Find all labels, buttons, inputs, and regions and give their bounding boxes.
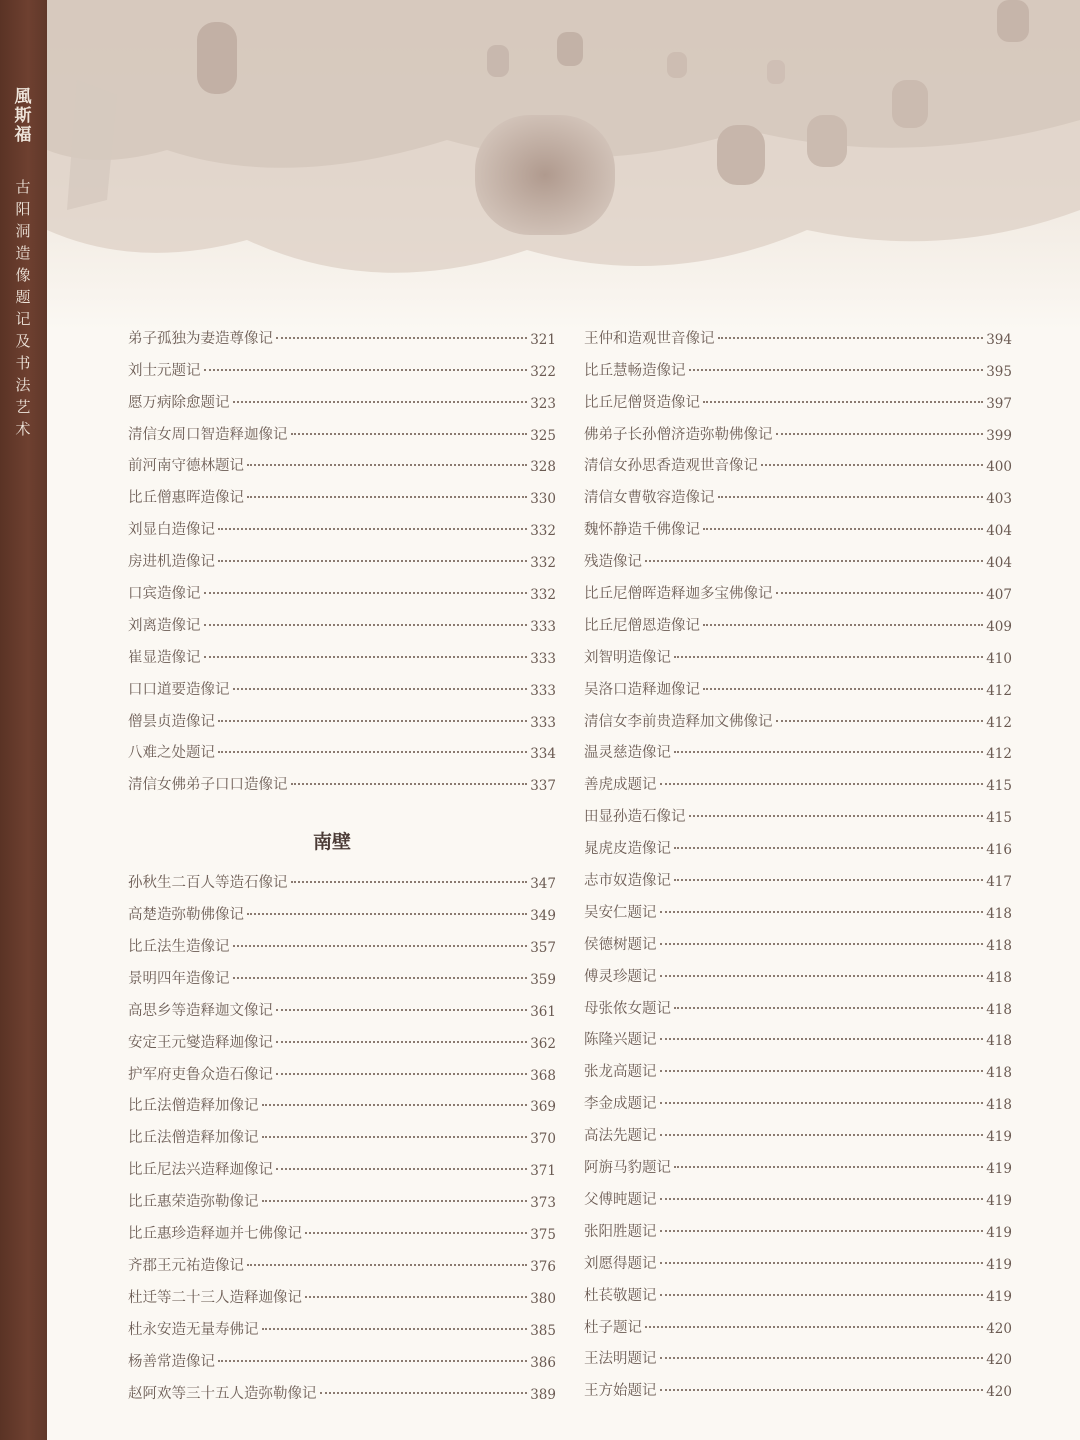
- dot-leader: [703, 623, 983, 626]
- seal-stamp: 風 斯 福: [14, 87, 32, 145]
- toc-entry: [128, 1243, 556, 1275]
- toc-entry-title: 愿万病除愈题记: [128, 394, 230, 411]
- toc-entry: [584, 826, 1012, 858]
- toc-entry-page: 399: [986, 427, 1012, 444]
- toc-entry-title: 高法先题记: [584, 1128, 657, 1145]
- dot-leader: [276, 1008, 527, 1011]
- dot-leader: [247, 1263, 527, 1266]
- toc-entry: [584, 348, 1012, 380]
- toc-entry-title: 清信女孙思香造观世音像记: [584, 458, 758, 475]
- dot-leader: [703, 527, 983, 530]
- series-title: 古 阳 洞 造 像 题 记 及 书 法 艺 术: [15, 178, 31, 438]
- toc-entry-title: 清信女佛弟子口口造像记: [128, 777, 288, 794]
- toc-entry-page: 386: [530, 1354, 556, 1371]
- toc-entry-page: 404: [986, 523, 1012, 540]
- toc-entry-page: 333: [530, 682, 556, 699]
- toc-entry: [584, 412, 1012, 444]
- toc-entry-title: 僧昙贞造像记: [128, 713, 215, 730]
- dot-leader: [204, 623, 528, 626]
- toc-entry-title: 比丘慧畅造像记: [584, 362, 686, 379]
- dot-leader: [233, 687, 528, 690]
- toc-entry-page: 412: [986, 682, 1012, 699]
- toc-entry-page: 415: [986, 810, 1012, 827]
- toc-entry: [584, 1305, 1012, 1337]
- toc-entry-page: 375: [530, 1227, 556, 1244]
- toc-entry-page: 418: [986, 1001, 1012, 1018]
- dot-leader: [291, 880, 528, 883]
- dot-leader: [645, 1325, 983, 1328]
- toc-entry-page: 419: [986, 1256, 1012, 1273]
- toc-entry: [128, 988, 556, 1020]
- toc-entry-page: 418: [986, 1065, 1012, 1082]
- dot-leader: [233, 976, 528, 979]
- toc-entry-title: 刘显白造像记: [128, 522, 215, 539]
- dot-leader: [204, 368, 528, 371]
- toc-entry: [584, 475, 1012, 507]
- dot-leader: [674, 1165, 983, 1168]
- toc-entry-title: 比丘尼僧晖造释迦多宝佛像记: [584, 586, 773, 603]
- toc-entry: [584, 507, 1012, 539]
- toc-entry: [584, 922, 1012, 954]
- toc-entry-page: 357: [530, 940, 556, 957]
- toc-entry: [584, 1241, 1012, 1273]
- toc-entry-title: 杜永安造无量寿佛记: [128, 1321, 259, 1338]
- toc-entry-title: 前河南守德林题记: [128, 458, 244, 475]
- toc-entry-page: 334: [530, 746, 556, 763]
- toc-entry-page: 419: [986, 1192, 1012, 1209]
- toc-entry: [128, 1147, 556, 1179]
- toc-entry-title: 清信女李前贵造释加文佛像记: [584, 713, 773, 730]
- toc-entry: [584, 858, 1012, 890]
- toc-entry-page: 333: [530, 618, 556, 635]
- toc-entry-page: 394: [986, 331, 1012, 348]
- toc-entry-page: 328: [530, 459, 556, 476]
- toc-entry: [584, 986, 1012, 1018]
- toc-entry-title: 阿旃马豹题记: [584, 1160, 671, 1177]
- toc-entry-title: 比丘法僧造释加像记: [128, 1130, 259, 1147]
- dot-leader: [660, 782, 984, 785]
- dot-leader: [703, 687, 983, 690]
- toc-entry-title: 杜迁等二十三人造释迦像记: [128, 1289, 302, 1306]
- toc-entry-title: 刘离造像记: [128, 617, 201, 634]
- toc-entry: [584, 1145, 1012, 1177]
- dot-leader: [718, 336, 984, 339]
- toc-entry: [128, 762, 556, 794]
- dot-leader: [660, 974, 984, 977]
- toc-entry: [128, 1339, 556, 1371]
- toc-entry: [584, 890, 1012, 922]
- toc-entry: [128, 1307, 556, 1339]
- section-heading-south-wall: 南壁: [312, 831, 351, 854]
- toc-entry: [128, 956, 556, 988]
- toc-entry: [128, 1371, 556, 1403]
- dot-leader: [218, 559, 527, 562]
- dot-leader: [218, 527, 527, 530]
- toc-entry: [128, 1020, 556, 1052]
- toc-entry-title: 善虎成题记: [584, 777, 657, 794]
- dot-leader: [262, 1135, 528, 1138]
- toc-entry: [584, 667, 1012, 699]
- toc-entry-title: 齐郡王元祐造像记: [128, 1257, 244, 1274]
- toc-entry: [584, 699, 1012, 731]
- dot-leader: [674, 846, 983, 849]
- toc-entry-page: 332: [530, 587, 556, 604]
- toc-entry-title: 傅灵珍题记: [584, 968, 657, 985]
- dot-leader: [305, 1231, 527, 1234]
- toc-entry: [584, 444, 1012, 476]
- toc-entry-page: 407: [986, 587, 1012, 604]
- toc-entry-page: 420: [986, 1352, 1012, 1369]
- toc-entry: [128, 444, 556, 476]
- toc-entry-page: 325: [530, 427, 556, 444]
- toc-entry-page: 395: [986, 363, 1012, 380]
- toc-entry: [128, 1275, 556, 1307]
- dot-leader: [276, 1167, 527, 1170]
- grotto-illustration: [47, 0, 1080, 330]
- toc-entry: [584, 380, 1012, 412]
- dot-leader: [718, 495, 984, 498]
- toc-entry-title: 赵阿欢等三十五人造弥勒像记: [128, 1385, 317, 1402]
- toc-entry-page: 321: [530, 331, 556, 348]
- toc-entry-title: 口口道要造像记: [128, 681, 230, 698]
- toc-entry-title: 比丘尼僧贤造像记: [584, 394, 700, 411]
- toc-entry-page: 419: [986, 1224, 1012, 1241]
- toc-entry-title: 高思乡等造释迦文像记: [128, 1002, 273, 1019]
- toc-entry-title: 刘士元题记: [128, 362, 201, 379]
- toc-entry-page: 419: [986, 1161, 1012, 1178]
- toc-entry-page: 400: [986, 459, 1012, 476]
- toc-entry-title: 口宾造像记: [128, 586, 201, 603]
- dot-leader: [204, 655, 528, 658]
- toc-entry-page: 380: [530, 1290, 556, 1307]
- dot-leader: [689, 814, 984, 817]
- toc-entry-title: 崔显造像记: [128, 649, 201, 666]
- toc-entry: [128, 924, 556, 956]
- toc-entry-title: 比丘惠珍造释迦并七佛像记: [128, 1226, 302, 1243]
- toc-entry-title: 孙秋生二百人等造石像记: [128, 875, 288, 892]
- toc-entry-page: 368: [530, 1067, 556, 1084]
- dot-leader: [660, 1069, 984, 1072]
- toc-entry-title: 高楚造弥勒佛像记: [128, 907, 244, 924]
- toc-entry-title: 父傅旽题记: [584, 1191, 657, 1208]
- toc-entry-title: 刘智明造像记: [584, 649, 671, 666]
- toc-entry: [584, 1018, 1012, 1050]
- toc-entry-page: 404: [986, 555, 1012, 572]
- toc-entry-title: 李金成题记: [584, 1096, 657, 1113]
- toc-entry-page: 333: [530, 714, 556, 731]
- toc-entry-page: 347: [530, 876, 556, 893]
- toc-entry: [128, 475, 556, 507]
- dot-leader: [674, 878, 983, 881]
- toc-entry-page: 373: [530, 1195, 556, 1212]
- dot-leader: [660, 1293, 984, 1296]
- toc-entry: [128, 892, 556, 924]
- toc-entry-page: 420: [986, 1320, 1012, 1337]
- toc-entry-page: 376: [530, 1258, 556, 1275]
- toc-entry-title: 佛弟子长孙僧济造弥勒佛像记: [584, 426, 773, 443]
- dot-leader: [276, 336, 527, 339]
- toc-entry-page: 417: [986, 874, 1012, 891]
- toc-entry: [584, 571, 1012, 603]
- toc-entry: [128, 571, 556, 603]
- toc-entry-title: 张龙高题记: [584, 1064, 657, 1081]
- toc-entry-title: 残造像记: [584, 554, 642, 571]
- toc-entry: [128, 860, 556, 892]
- toc-entry-title: 房进机造像记: [128, 554, 215, 571]
- toc-entry-title: 吴安仁题记: [584, 904, 657, 921]
- toc-entry-page: 385: [530, 1322, 556, 1339]
- dot-leader: [218, 1359, 527, 1362]
- toc-entry-title: 杜子题记: [584, 1319, 642, 1336]
- toc-entry-page: 418: [986, 937, 1012, 954]
- toc-entry: [128, 603, 556, 635]
- toc-entry-page: 359: [530, 971, 556, 988]
- sidebar-band: [0, 0, 47, 1440]
- toc-entry-title: 王方始题记: [584, 1383, 657, 1400]
- toc-entry-title: 清信女曹敬容造像记: [584, 490, 715, 507]
- dot-leader: [305, 1295, 527, 1298]
- toc-entry-title: 比丘尼法兴造释迦像记: [128, 1162, 273, 1179]
- toc-entry-page: 397: [986, 395, 1012, 412]
- dot-leader: [674, 655, 983, 658]
- toc-entry-title: 清信女周口智造释迦像记: [128, 426, 288, 443]
- dot-leader: [660, 1388, 984, 1391]
- toc-entry-title: 杨善常造像记: [128, 1353, 215, 1370]
- toc-entry-title: 王法明题记: [584, 1351, 657, 1368]
- toc-entry-page: 418: [986, 905, 1012, 922]
- toc-entry-title: 比丘僧惠晖造像记: [128, 490, 244, 507]
- toc-entry: [584, 1209, 1012, 1241]
- toc-entry-title: 志市奴造像记: [584, 873, 671, 890]
- dot-leader: [776, 432, 984, 435]
- dot-leader: [291, 432, 528, 435]
- dot-leader: [776, 719, 984, 722]
- toc-entry-page: 332: [530, 523, 556, 540]
- toc-entry: [128, 731, 556, 763]
- toc-entry-title: 吴洛口造释迦像记: [584, 681, 700, 698]
- toc-entry: [584, 762, 1012, 794]
- toc-entry-page: 409: [986, 618, 1012, 635]
- dot-leader: [660, 942, 984, 945]
- dot-leader: [660, 1133, 984, 1136]
- toc-entry: [584, 794, 1012, 826]
- dot-leader: [689, 368, 984, 371]
- toc-entry-page: 418: [986, 1033, 1012, 1050]
- toc-entry-title: 景明四年造像记: [128, 970, 230, 987]
- toc-entry-title: 魏怀静造千佛像记: [584, 522, 700, 539]
- toc-entry: [128, 1052, 556, 1084]
- toc-entry: [128, 699, 556, 731]
- toc-entry: [128, 1211, 556, 1243]
- dot-leader: [233, 400, 528, 403]
- dot-leader: [660, 1037, 984, 1040]
- toc-entry-page: 349: [530, 908, 556, 925]
- toc-entry-title: 母张侬女题记: [584, 1000, 671, 1017]
- toc-entry-title: 刘愿得题记: [584, 1255, 657, 1272]
- toc-entry: [128, 507, 556, 539]
- toc-entry-page: 322: [530, 363, 556, 380]
- dot-leader: [262, 1199, 528, 1202]
- toc-entry: [584, 1113, 1012, 1145]
- toc-entry-page: 416: [986, 842, 1012, 859]
- toc-entry: [128, 635, 556, 667]
- grotto-banner-image: [47, 0, 1080, 330]
- toc-entry-title: 杜苌敬题记: [584, 1287, 657, 1304]
- toc-entry-title: 弟子孤独为妻造尊像记: [128, 330, 273, 347]
- toc-entry-page: 412: [986, 746, 1012, 763]
- toc-entry-page: 370: [530, 1131, 556, 1148]
- toc-entry-title: 比丘法僧造释加像记: [128, 1098, 259, 1115]
- toc-entry-title: 田显孙造石像记: [584, 809, 686, 826]
- toc-entry-page: 419: [986, 1129, 1012, 1146]
- toc-entry: [584, 954, 1012, 986]
- toc-entry-page: 415: [986, 778, 1012, 795]
- dot-leader: [218, 750, 527, 753]
- dot-leader: [291, 782, 528, 785]
- toc-entry: [584, 1081, 1012, 1113]
- toc-entry-page: 323: [530, 395, 556, 412]
- toc-entry: [128, 539, 556, 571]
- toc-entry-page: 419: [986, 1288, 1012, 1305]
- toc-left-column: [128, 316, 556, 1403]
- toc-entry: [584, 1368, 1012, 1400]
- toc-entry: [128, 1115, 556, 1147]
- toc-entry: [584, 1273, 1012, 1305]
- toc-entry-page: 412: [986, 714, 1012, 731]
- dot-leader: [776, 591, 984, 594]
- dot-leader: [660, 1101, 984, 1104]
- toc-entry: [584, 635, 1012, 667]
- toc-entry: [584, 316, 1012, 348]
- dot-leader: [247, 912, 527, 915]
- toc-entry: [128, 380, 556, 412]
- dot-leader: [276, 1040, 527, 1043]
- toc-entry: [584, 539, 1012, 571]
- toc-entry-title: 比丘惠荣造弥勒像记: [128, 1194, 259, 1211]
- toc-entry-page: 369: [530, 1099, 556, 1116]
- dot-leader: [247, 463, 527, 466]
- toc-entry-page: 410: [986, 650, 1012, 667]
- dot-leader: [645, 559, 983, 562]
- dot-leader: [204, 591, 528, 594]
- dot-leader: [674, 750, 983, 753]
- dot-leader: [276, 1072, 527, 1075]
- toc-entry: [584, 1337, 1012, 1369]
- dot-leader: [660, 1197, 984, 1200]
- toc-entry: [128, 1179, 556, 1211]
- toc-entry-page: 389: [530, 1386, 556, 1403]
- dot-leader: [660, 1356, 984, 1359]
- toc-entry-title: 陈隆兴题记: [584, 1032, 657, 1049]
- toc-entry-title: 比丘法生造像记: [128, 939, 230, 956]
- toc-entry: [128, 316, 556, 348]
- toc-entry: [584, 1177, 1012, 1209]
- toc-entry-title: 八难之处题记: [128, 745, 215, 762]
- toc-entry-page: 418: [986, 1097, 1012, 1114]
- dot-leader: [660, 1229, 984, 1232]
- toc-entry-page: 362: [530, 1035, 556, 1052]
- dot-leader: [660, 1261, 984, 1264]
- dot-leader: [218, 719, 527, 722]
- dot-leader: [674, 1006, 983, 1009]
- toc-right-column: [584, 316, 1012, 1400]
- dot-leader: [660, 910, 984, 913]
- toc-entry-title: 王仲和造观世音像记: [584, 330, 715, 347]
- toc-entry: [128, 412, 556, 444]
- toc-entry-page: 420: [986, 1384, 1012, 1401]
- toc-entry-page: 333: [530, 650, 556, 667]
- dot-leader: [703, 400, 983, 403]
- toc-entry-title: 安定王元燮造释迦像记: [128, 1034, 273, 1051]
- toc-entry: [584, 1049, 1012, 1081]
- toc-entry-page: 403: [986, 491, 1012, 508]
- dot-leader: [262, 1327, 528, 1330]
- toc-entry-title: 比丘尼僧恩造像记: [584, 617, 700, 634]
- dot-leader: [320, 1391, 528, 1394]
- dot-leader: [233, 944, 528, 947]
- toc-entry-title: 护军府吏鲁众造石像记: [128, 1066, 273, 1083]
- dot-leader: [262, 1103, 528, 1106]
- toc-entry-page: 337: [530, 778, 556, 795]
- toc-entry-title: 张阳胜题记: [584, 1223, 657, 1240]
- toc-entry-page: 361: [530, 1003, 556, 1020]
- dot-leader: [761, 463, 983, 466]
- toc-entry: [128, 348, 556, 380]
- toc-entry-title: 侯德树题记: [584, 936, 657, 953]
- toc-entry-page: 332: [530, 555, 556, 572]
- toc-entry-page: 371: [530, 1163, 556, 1180]
- toc-entry: [128, 1084, 556, 1116]
- toc-entry-page: 330: [530, 491, 556, 508]
- toc-entry-title: 晁虎皮造像记: [584, 841, 671, 858]
- dot-leader: [247, 495, 527, 498]
- toc-entry-title: 温灵慈造像记: [584, 745, 671, 762]
- toc-entry-page: 418: [986, 969, 1012, 986]
- toc-entry: [128, 667, 556, 699]
- toc-entry: [584, 603, 1012, 635]
- toc-entry: [584, 731, 1012, 763]
